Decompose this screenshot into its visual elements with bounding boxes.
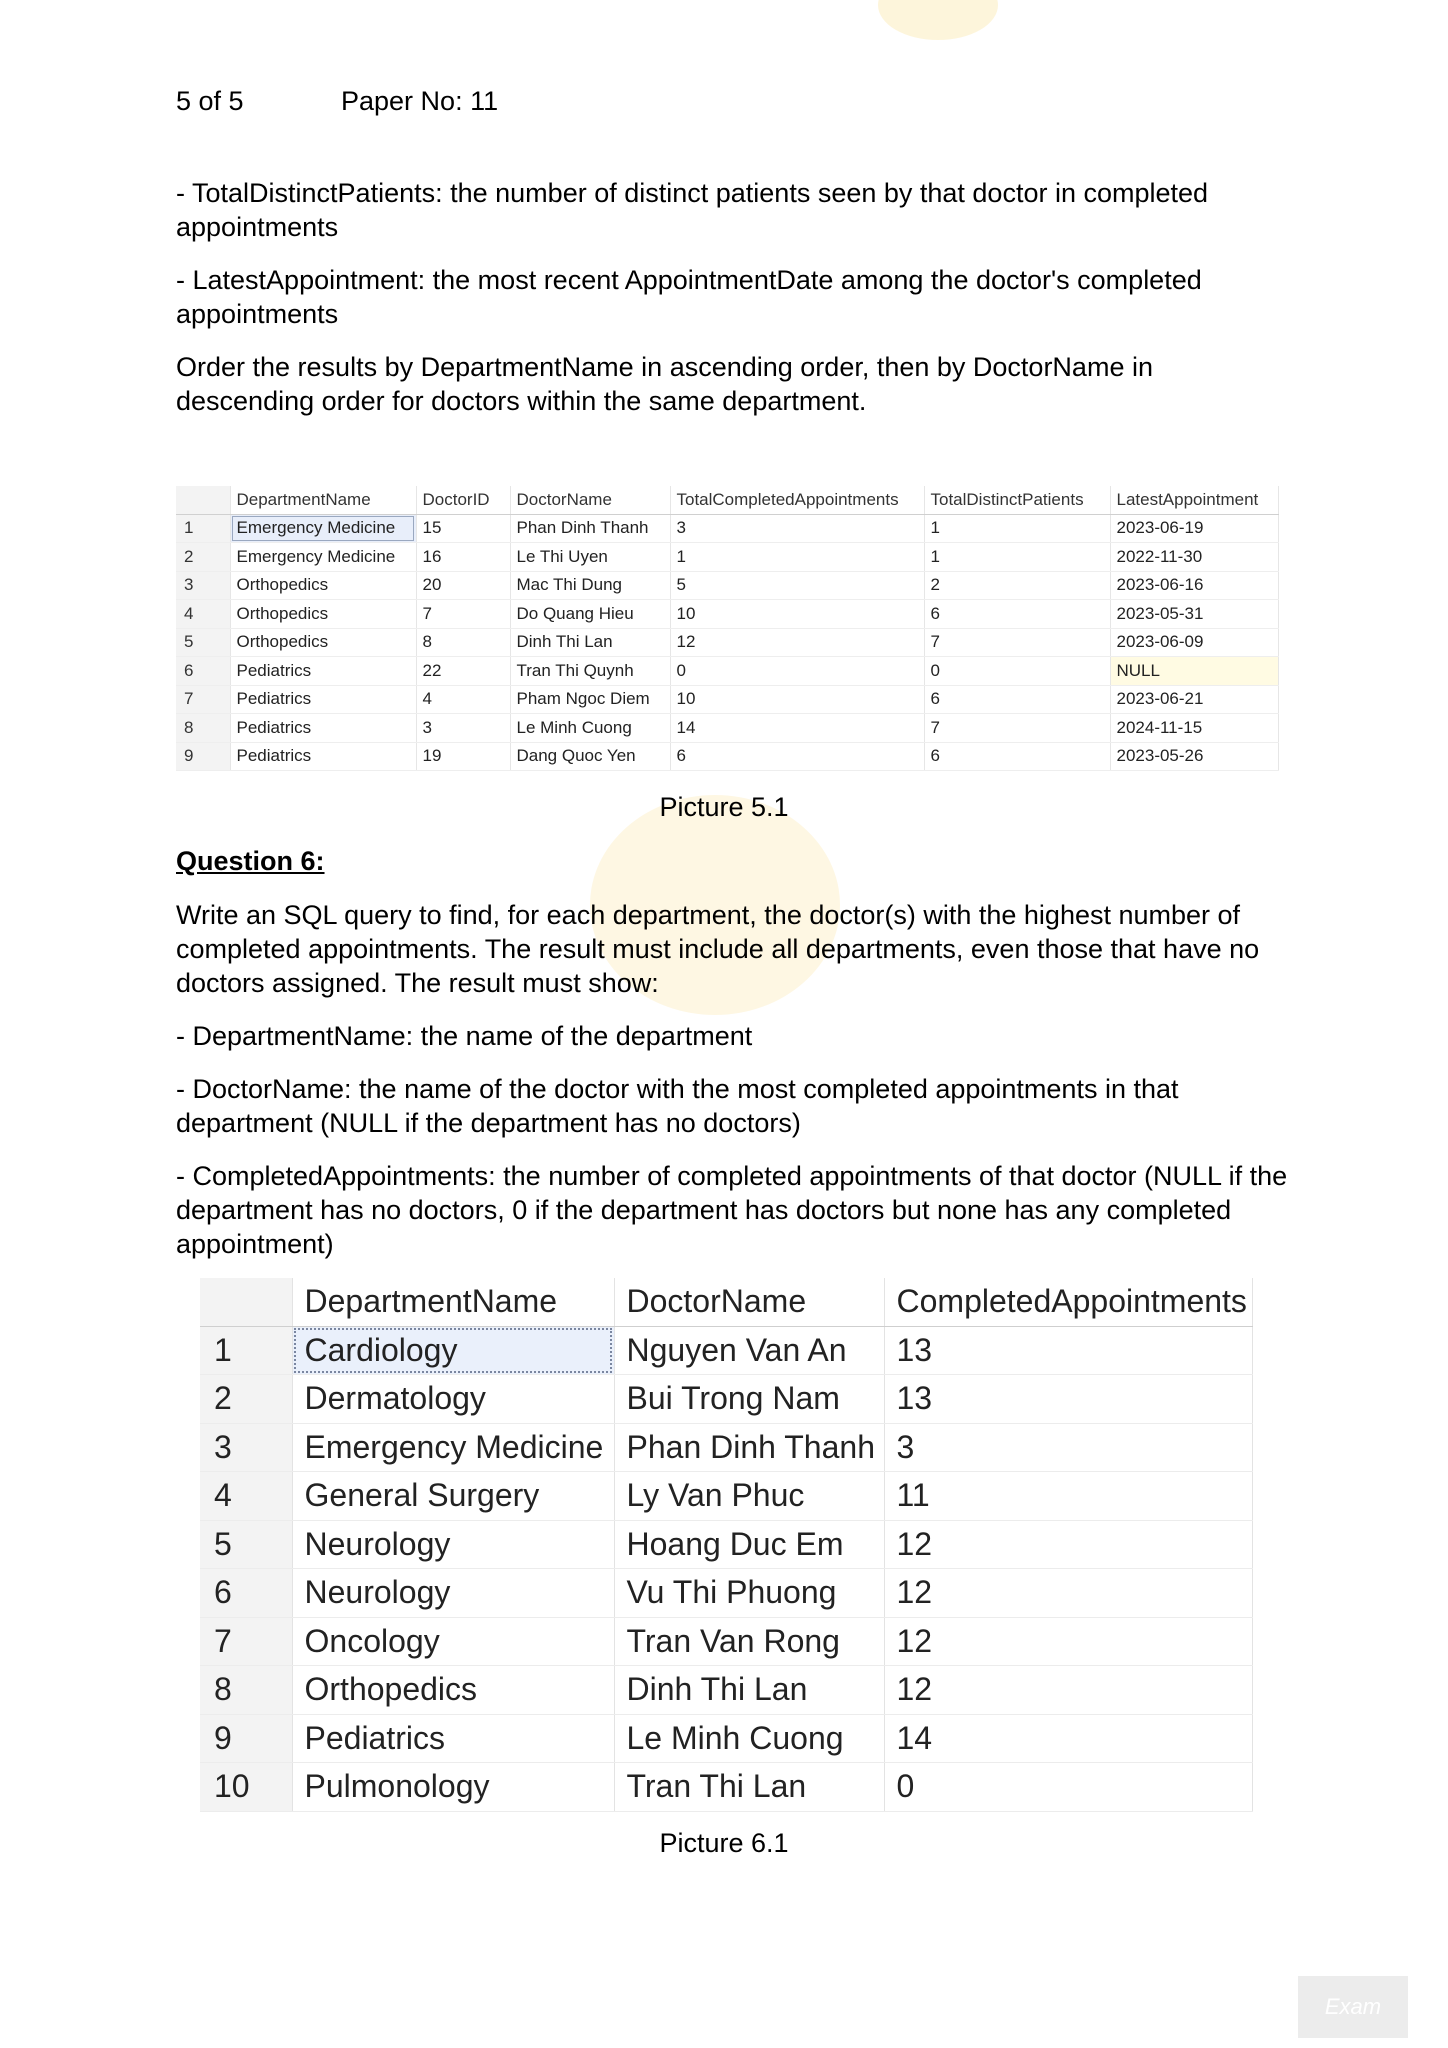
table-cell: 22	[416, 657, 510, 686]
table-cell: General Surgery	[292, 1472, 614, 1521]
table-row	[200, 1472, 1252, 1521]
table-cell: Pediatrics	[230, 685, 416, 714]
table-cell: 10	[670, 685, 924, 714]
table-cell: 2024-11-15	[1110, 714, 1278, 743]
row-number-cell: 9	[200, 1714, 292, 1763]
table-row	[176, 628, 1278, 657]
table-cell: 3	[416, 714, 510, 743]
table-cell: Mac Thi Dung	[510, 571, 670, 600]
table-cell: 16	[416, 543, 510, 572]
row-number-cell: 2	[200, 1375, 292, 1424]
table-cell: 13	[884, 1375, 1252, 1424]
row-number-cell: 1	[176, 514, 230, 543]
table-row	[176, 657, 1278, 686]
column-header: LatestAppointment	[1110, 486, 1278, 514]
grid-header-row	[176, 486, 1278, 514]
table-row	[176, 685, 1278, 714]
table-cell: Ly Van Phuc	[614, 1472, 884, 1521]
table-cell: Neurology	[292, 1569, 614, 1618]
question-6-title: Question 6:	[176, 846, 325, 876]
column-header: DoctorName	[614, 1278, 884, 1326]
table-cell: 7	[416, 600, 510, 629]
table-cell: 10	[670, 600, 924, 629]
table-cell: 1	[670, 543, 924, 572]
table-row	[200, 1423, 1252, 1472]
column-header: DoctorID	[416, 486, 510, 514]
table-cell: Dinh Thi Lan	[614, 1666, 884, 1715]
table-cell: 13	[884, 1326, 1252, 1375]
table-cell: Tran Thi Lan	[614, 1763, 884, 1812]
paragraph-ordering: Order the results by DepartmentName in ascending order, then by DoctorName in descending order for doctors within the same department.	[176, 352, 1153, 416]
table-row	[176, 543, 1278, 572]
table-row	[200, 1520, 1252, 1569]
table-cell: Pham Ngoc Diem	[510, 685, 670, 714]
watermark-logo-top	[878, 0, 998, 40]
caption-picture-6-1: Picture 6.1	[659, 1828, 789, 1858]
table-cell: Cardiology	[292, 1326, 614, 1375]
caption-picture-5-1: Picture 5.1	[659, 792, 789, 822]
table-cell: 2022-11-30	[1110, 543, 1278, 572]
intro-text	[176, 176, 1296, 418]
table-cell: 6	[924, 742, 1110, 771]
table-cell: 2023-06-21	[1110, 685, 1278, 714]
table-cell: Emergency Medicine	[292, 1423, 614, 1472]
table-cell: Bui Trong Nam	[614, 1375, 884, 1424]
table-cell: Tran Van Rong	[614, 1617, 884, 1666]
table-cell: 2023-05-31	[1110, 600, 1278, 629]
table-cell: 11	[884, 1472, 1252, 1521]
paper-number: Paper No: 11	[341, 86, 499, 116]
table-cell: Orthopedics	[230, 571, 416, 600]
result-grid-6-1	[200, 1278, 1253, 1812]
row-number-cell: 7	[176, 685, 230, 714]
row-number-cell: 6	[200, 1569, 292, 1618]
table-cell: Le Thi Uyen	[510, 543, 670, 572]
column-header: TotalDistinctPatients	[924, 486, 1110, 514]
table-cell: Oncology	[292, 1617, 614, 1666]
paragraph-q6-intro: Write an SQL query to find, for each department, the doctor(s) with the highest number of completed appointments. The result must include all departments, even those that have no doctors assigned. The result must show:	[176, 900, 1260, 998]
table-row	[200, 1666, 1252, 1715]
grid-corner-cell	[176, 486, 230, 514]
table-cell: Dinh Thi Lan	[510, 628, 670, 657]
table-row	[200, 1375, 1252, 1424]
table-cell: 8	[416, 628, 510, 657]
table-cell: 2023-06-16	[1110, 571, 1278, 600]
table-cell: 2	[924, 571, 1110, 600]
column-header: DoctorName	[510, 486, 670, 514]
row-number-cell: 1	[200, 1326, 292, 1375]
fu-exam-logo: Exam	[1298, 1976, 1408, 2038]
table-cell: Pediatrics	[230, 742, 416, 771]
page-number: 5 of 5	[176, 86, 244, 116]
row-number-cell: 10	[200, 1763, 292, 1812]
table-cell: 12	[884, 1617, 1252, 1666]
row-number-cell: 3	[200, 1423, 292, 1472]
table-cell: Pediatrics	[292, 1714, 614, 1763]
row-number-cell: 8	[200, 1666, 292, 1715]
table-cell: Vu Thi Phuong	[614, 1569, 884, 1618]
table-cell: 12	[884, 1520, 1252, 1569]
paragraph-distinct-patients: - TotalDistinctPatients: the number of distinct patients seen by that doctor in completed appointments	[176, 178, 1209, 242]
row-number-cell: 5	[200, 1520, 292, 1569]
table-cell: 6	[924, 600, 1110, 629]
table-row	[200, 1569, 1252, 1618]
table-cell: 0	[670, 657, 924, 686]
table-cell: 12	[670, 628, 924, 657]
table-cell: Neurology	[292, 1520, 614, 1569]
table-cell: Emergency Medicine	[230, 514, 416, 543]
paragraph-q6-department: - DepartmentName: the name of the department	[176, 1021, 753, 1051]
row-number-cell: 9	[176, 742, 230, 771]
table-cell: 3	[670, 514, 924, 543]
row-number-cell: 3	[176, 571, 230, 600]
table-row	[176, 714, 1278, 743]
table-cell: 2023-05-26	[1110, 742, 1278, 771]
table-row	[200, 1617, 1252, 1666]
table-cell: 7	[924, 714, 1110, 743]
table-cell: Do Quang Hieu	[510, 600, 670, 629]
table-cell: 15	[416, 514, 510, 543]
column-header: DepartmentName	[230, 486, 416, 514]
table-cell: Pulmonology	[292, 1763, 614, 1812]
row-number-cell: 2	[176, 543, 230, 572]
table-cell: Pediatrics	[230, 657, 416, 686]
row-number-cell: 6	[176, 657, 230, 686]
table-cell: 19	[416, 742, 510, 771]
table-cell: 1	[924, 514, 1110, 543]
table-row	[176, 571, 1278, 600]
table-cell: 4	[416, 685, 510, 714]
result-grid-5-1	[176, 486, 1279, 771]
table-row	[176, 514, 1278, 543]
table-cell: Emergency Medicine	[230, 543, 416, 572]
table-cell: 6	[924, 685, 1110, 714]
row-number-cell: 4	[176, 600, 230, 629]
table-cell: 2023-06-09	[1110, 628, 1278, 657]
paragraph-latest-appointment: - LatestAppointment: the most recent AppointmentDate among the doctor's completed appointments	[176, 265, 1202, 329]
table-row	[176, 600, 1278, 629]
column-header: CompletedAppointments	[884, 1278, 1252, 1326]
table-cell: Pediatrics	[230, 714, 416, 743]
table-cell: 20	[416, 571, 510, 600]
table-cell: Phan Dinh Thanh	[510, 514, 670, 543]
table-cell: Tran Thi Quynh	[510, 657, 670, 686]
paragraph-q6-completed: - CompletedAppointments: the number of completed appointments of that doctor (NULL if the department has no doctors, 0 if the department has doctors but none has any completed appointment)	[176, 1161, 1288, 1259]
table-cell: Le Minh Cuong	[614, 1714, 884, 1763]
table-cell: 12	[884, 1569, 1252, 1618]
table-cell: 14	[884, 1714, 1252, 1763]
column-header: DepartmentName	[292, 1278, 614, 1326]
table-cell: 0	[884, 1763, 1252, 1812]
table-cell: Orthopedics	[230, 600, 416, 629]
column-header: TotalCompletedAppointments	[670, 486, 924, 514]
table-cell: 3	[884, 1423, 1252, 1472]
row-number-cell: 8	[176, 714, 230, 743]
table-cell: 7	[924, 628, 1110, 657]
table-cell: Le Minh Cuong	[510, 714, 670, 743]
table-cell: Dermatology	[292, 1375, 614, 1424]
table-cell: Nguyen Van An	[614, 1326, 884, 1375]
page-header	[176, 86, 499, 117]
table-row	[200, 1326, 1252, 1375]
row-number-cell: 4	[200, 1472, 292, 1521]
row-number-cell: 5	[176, 628, 230, 657]
table-cell: Dang Quoc Yen	[510, 742, 670, 771]
grid-header-row	[200, 1278, 1252, 1326]
table-cell: Orthopedics	[292, 1666, 614, 1715]
table-cell: 0	[924, 657, 1110, 686]
table-cell: 14	[670, 714, 924, 743]
table-cell: 12	[884, 1666, 1252, 1715]
table-row	[176, 742, 1278, 771]
table-cell: 5	[670, 571, 924, 600]
question-6-text	[176, 898, 1296, 1261]
table-cell: 1	[924, 543, 1110, 572]
table-cell: 6	[670, 742, 924, 771]
row-number-cell: 7	[200, 1617, 292, 1666]
table-cell: Hoang Duc Em	[614, 1520, 884, 1569]
paragraph-q6-doctor: - DoctorName: the name of the doctor with the most completed appointments in that department (NULL if the department has no doctors)	[176, 1074, 1179, 1138]
table-row	[200, 1714, 1252, 1763]
grid-corner-cell	[200, 1278, 292, 1326]
table-cell: Phan Dinh Thanh	[614, 1423, 884, 1472]
table-cell: Orthopedics	[230, 628, 416, 657]
table-row	[200, 1763, 1252, 1812]
table-cell: 2023-06-19	[1110, 514, 1278, 543]
table-cell: NULL	[1110, 657, 1278, 686]
